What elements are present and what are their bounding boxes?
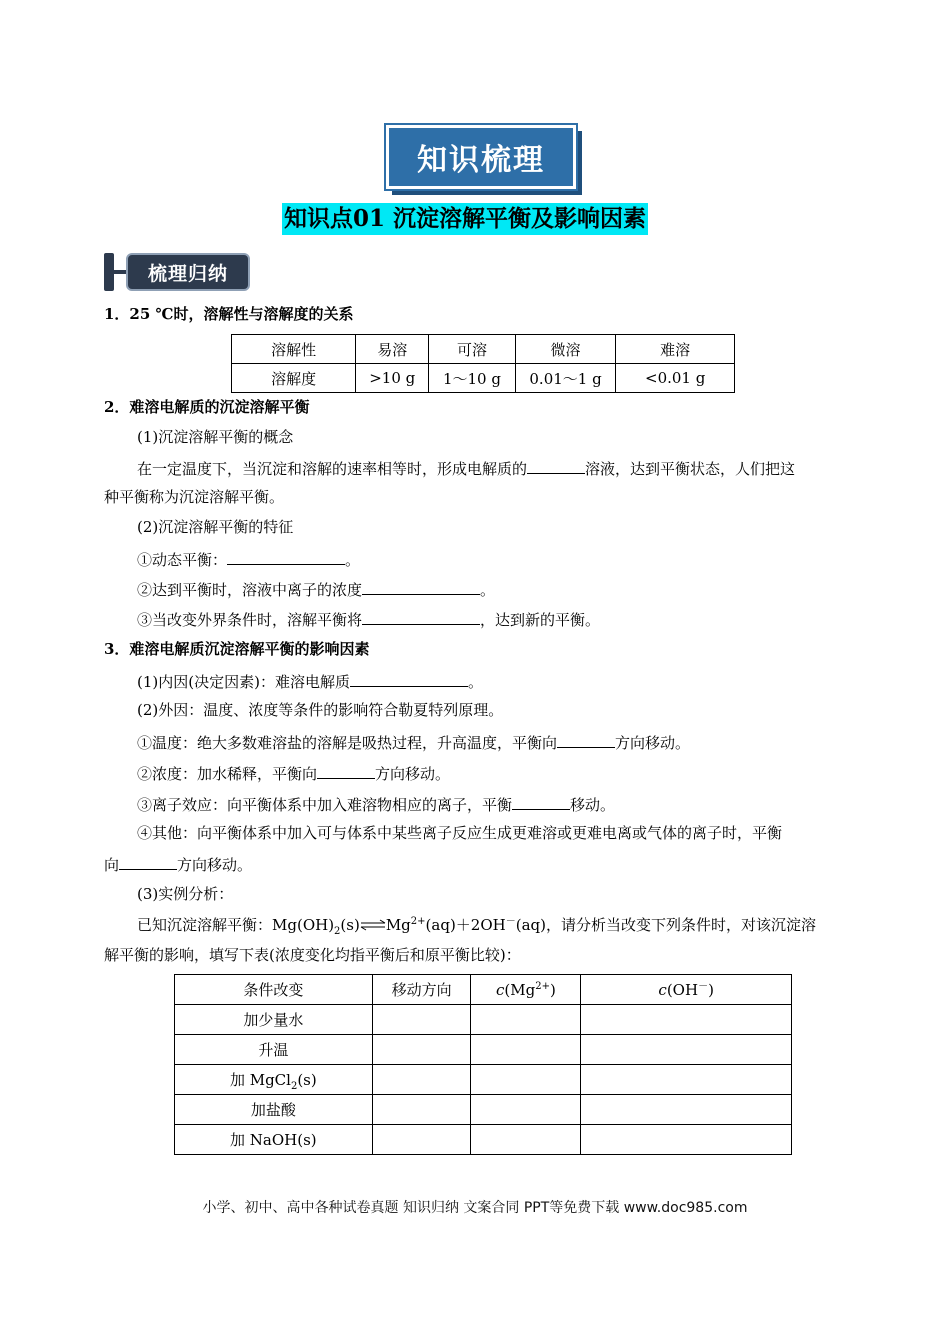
section-2-heading: 2．难溶电解质的沉淀溶解平衡	[104, 398, 310, 416]
table2-cell	[175, 1065, 373, 1095]
table1-cell: 0.01～1 g	[515, 364, 616, 393]
text: 移动。	[570, 796, 616, 814]
table-row	[175, 1065, 792, 1095]
text: ①动态平衡：	[137, 551, 228, 569]
text: 在一定温度下，当沉淀和溶解的速率相等时，形成电解质的	[137, 460, 528, 478]
fill-blank[interactable]	[119, 853, 177, 870]
subscript: 2	[290, 1081, 298, 1092]
fill-blank[interactable]	[527, 457, 585, 474]
text: ②浓度：加水稀释，平衡向	[137, 765, 318, 783]
fill-blank[interactable]	[227, 548, 345, 565]
table1-cell: 溶解性	[232, 335, 356, 364]
text: ③离子效应：向平衡体系中加入难溶物相应的离子，平衡	[137, 796, 513, 814]
table-row	[175, 1005, 792, 1035]
text: c	[658, 980, 667, 999]
answer-cell[interactable]	[471, 1125, 581, 1155]
s3-p7	[104, 853, 252, 875]
text: (s)	[340, 916, 360, 934]
table2-header	[581, 975, 792, 1005]
text: (aq)＋2OH	[425, 916, 506, 934]
text: ，达到新的平衡。	[480, 611, 601, 629]
answer-cell[interactable]	[372, 1035, 471, 1065]
section-3-heading: 3．难溶电解质沉淀溶解平衡的影响因素	[104, 640, 370, 658]
table2-cell: 加盐酸	[175, 1095, 373, 1125]
fill-blank[interactable]	[362, 578, 480, 595]
s3-p9-equation	[137, 915, 816, 935]
fill-blank[interactable]	[557, 731, 615, 748]
s3-p1	[137, 670, 483, 692]
summary-tag: 梳理归纳	[126, 253, 250, 291]
text: Mg	[385, 916, 411, 934]
table1-cell: 溶解度	[232, 364, 356, 393]
section-banner: 知识梳理	[386, 125, 576, 189]
s3-p4	[137, 762, 450, 784]
s2-p5	[137, 548, 360, 570]
table-row	[175, 1035, 792, 1065]
s2-p7	[137, 608, 600, 630]
answer-cell[interactable]	[581, 1125, 792, 1155]
table2-header: 条件改变	[175, 975, 373, 1005]
equilibrium-arrow-icon	[360, 918, 386, 932]
answer-cell[interactable]	[372, 1095, 471, 1125]
text: 方向移动。	[375, 765, 451, 783]
answer-cell[interactable]	[372, 1125, 471, 1155]
text: 方向移动。	[615, 734, 691, 752]
table1-cell: 1～10 g	[429, 364, 516, 393]
text: 加 MgCl	[229, 1071, 291, 1089]
s3-p8: (3)实例分析：	[137, 885, 234, 903]
s3-p2: (2)外因：温度、浓度等条件的影响符合勒夏特列原理。	[137, 701, 504, 719]
analysis-table	[174, 974, 792, 1155]
text: (Mg	[504, 980, 536, 999]
answer-cell[interactable]	[471, 1095, 581, 1125]
answer-cell[interactable]	[471, 1035, 581, 1065]
text: 溶液，达到平衡状态，人们把这	[585, 460, 796, 478]
answer-cell[interactable]	[581, 1035, 792, 1065]
s2-p3: 种平衡称为沉淀溶解平衡。	[104, 488, 285, 506]
table2-cell: 加 NaOH(s)	[175, 1125, 373, 1155]
table2-header: 移动方向	[372, 975, 471, 1005]
fill-blank[interactable]	[317, 762, 375, 779]
table1-cell: 易溶	[356, 335, 429, 364]
answer-cell[interactable]	[581, 1005, 792, 1035]
text: (s)	[297, 1071, 317, 1089]
knowledge-point-title: 知识点01 沉淀溶解平衡及影响因素	[282, 203, 648, 235]
superscript: －	[698, 980, 709, 992]
table2-cell: 升温	[175, 1035, 373, 1065]
table1-cell: 微溶	[515, 335, 616, 364]
text: 向	[104, 856, 120, 874]
answer-cell[interactable]	[581, 1095, 792, 1125]
text: ②达到平衡时，溶液中离子的浓度	[137, 581, 363, 599]
table2-cell: 加少量水	[175, 1005, 373, 1035]
s2-p1: (1)沉淀溶解平衡的概念	[137, 428, 294, 446]
table1-cell: 难溶	[616, 335, 735, 364]
fill-blank[interactable]	[350, 670, 468, 687]
fill-blank[interactable]	[362, 608, 480, 625]
text: 。	[467, 673, 483, 691]
answer-cell[interactable]	[372, 1065, 471, 1095]
text: ③当改变外界条件时，溶解平衡将	[137, 611, 363, 629]
table1-cell: >10 g	[356, 364, 429, 393]
text: 已知沉淀溶解平衡：Mg(OH)	[137, 916, 335, 934]
table1-cell: 可溶	[429, 335, 516, 364]
superscript: －	[505, 916, 516, 927]
table1-cell: <0.01 g	[616, 364, 735, 393]
solubility-table	[231, 334, 735, 393]
s3-p6: ④其他：向平衡体系中加入可与体系中某些离子反应生成更难溶或更难电离或气体的离子时，平衡	[137, 824, 783, 842]
answer-cell[interactable]	[471, 1065, 581, 1095]
s3-p5	[137, 793, 615, 815]
superscript: 2+	[410, 916, 426, 927]
text: (1)内因(决定因素)：难溶电解质	[137, 673, 350, 691]
text: )	[549, 980, 556, 999]
text: 。	[480, 581, 496, 599]
page-footer: 小学、初中、高中各种试卷真题 知识归纳 文案合同 PPT等免费下载 www.doc985.com	[202, 1200, 748, 1216]
text: 方向移动。	[177, 856, 253, 874]
subscript: 2	[334, 926, 341, 937]
text: ①温度：绝大多数难溶盐的溶解是吸热过程，升高温度，平衡向	[137, 734, 558, 752]
table-row	[175, 1095, 792, 1125]
text: )	[708, 980, 714, 999]
text: 。	[345, 551, 361, 569]
answer-cell[interactable]	[372, 1005, 471, 1035]
s2-p4: (2)沉淀溶解平衡的特征	[137, 518, 294, 536]
s2-p6	[137, 578, 495, 600]
answer-cell[interactable]	[471, 1005, 581, 1035]
text: (OH	[666, 980, 699, 999]
text: c	[496, 980, 505, 999]
answer-cell[interactable]	[581, 1065, 792, 1095]
table-row	[175, 1125, 792, 1155]
s3-p10: 解平衡的影响，填写下表(浓度变化均指平衡后和原平衡比较)：	[104, 946, 521, 964]
superscript: 2+	[535, 980, 550, 992]
s2-p2	[137, 457, 795, 479]
section-1-heading: 1．25 ℃时，溶解性与溶解度的关系	[104, 305, 354, 323]
s3-p3	[137, 731, 690, 753]
fill-blank[interactable]	[512, 793, 570, 810]
text: (aq)，请分析当改变下列条件时，对该沉淀溶	[515, 916, 816, 934]
table2-header	[471, 975, 581, 1005]
